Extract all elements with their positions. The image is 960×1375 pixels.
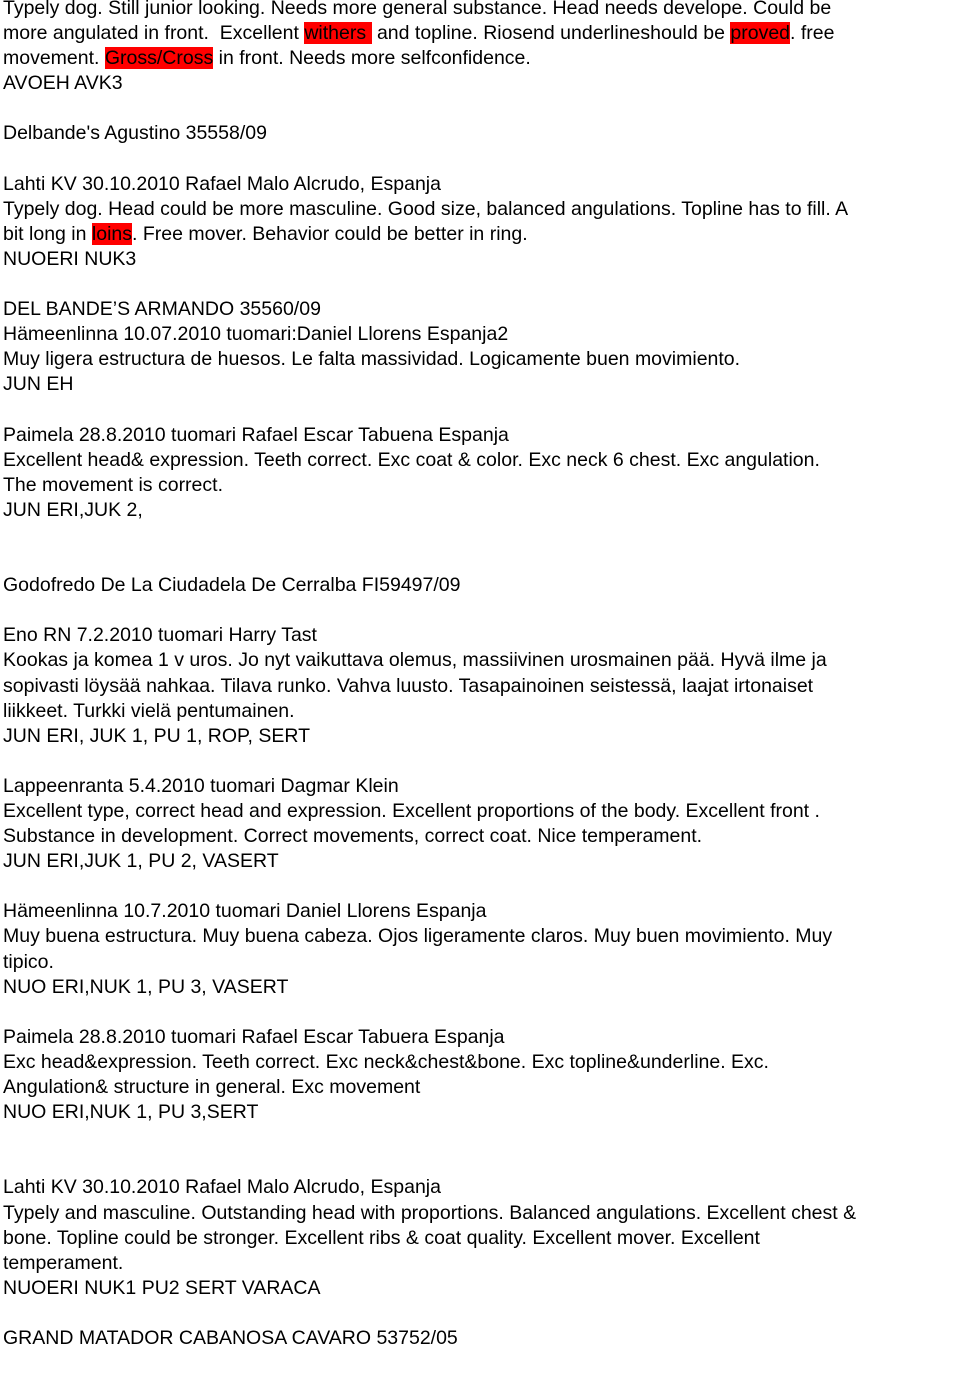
text-line — [3, 1326, 960, 1351]
text-segment: Muy ligera estructura de huesos. Le falta massividad. Logicamente buen movimiento. — [3, 348, 741, 371]
blank-line — [3, 548, 960, 573]
text-line — [3, 1050, 960, 1075]
blank-line — [3, 1301, 960, 1326]
text-line — [3, 1025, 960, 1050]
text-line — [3, 623, 960, 648]
blank-line — [3, 272, 960, 297]
text-line — [3, 222, 960, 247]
text-line — [3, 448, 960, 473]
text-line — [3, 1276, 960, 1301]
text-segment: Godofredo De La Ciudadela De Cerralba FI59497/09 — [3, 574, 461, 597]
text-segment: NUO ERI,NUK 1, PU 3, VASERT — [3, 975, 289, 998]
blank-line — [3, 523, 960, 548]
text-segment: Paimela 28.8.2010 tuomari Rafael Escar Tabuera Espanja — [3, 1025, 505, 1048]
text-segment: temperament. — [3, 1251, 124, 1274]
text-line — [3, 21, 960, 46]
text-segment: Typely dog. Still junior looking. Needs more general substance. Head needs develope. Could be — [3, 0, 832, 19]
text-segment: DEL BANDE’S ARMANDO 35560/09 — [3, 298, 321, 321]
text-line — [3, 297, 960, 322]
text-line — [3, 1201, 960, 1226]
text-line — [3, 322, 960, 347]
blank-line — [3, 598, 960, 623]
text-segment: liikkeet. Turkki vielä pentumainen. — [3, 699, 295, 722]
text-line — [3, 924, 960, 949]
highlighted-word: Gross/Cross — [104, 47, 214, 70]
blank-line — [3, 398, 960, 423]
text-line — [3, 799, 960, 824]
text-line — [3, 121, 960, 146]
text-segment: NUOERI NUK3 — [3, 247, 137, 270]
text-segment: Substance in development. Correct movements, correct coat. Nice temperament. — [3, 825, 703, 848]
text-segment: JUN ERI,JUK 1, PU 2, VASERT — [3, 850, 279, 873]
text-segment: Delbande's Agustino 35558/09 — [3, 122, 267, 145]
text-line — [3, 824, 960, 849]
blank-line — [3, 749, 960, 774]
text-line — [3, 699, 960, 724]
text-line — [3, 1100, 960, 1125]
text-segment: JUN ERI, JUK 1, PU 1, ROP, SERT — [3, 724, 311, 747]
text-line — [3, 774, 960, 799]
text-segment: NUO ERI,NUK 1, PU 3,SERT — [3, 1101, 259, 1124]
text-segment: Excellent head& expression. Teeth correct. Exc coat & color. Exc neck 6 chest. Exc angulation. — [3, 448, 820, 471]
text-segment: and topline. Riosend underlineshould be — [371, 22, 731, 45]
blank-line — [3, 96, 960, 121]
text-line — [3, 247, 960, 272]
text-segment: in front. Needs more selfconfidence. — [213, 47, 531, 70]
text-segment: AVOEH AVK3 — [3, 72, 123, 95]
text-line — [3, 975, 960, 1000]
text-segment: Angulation& structure in general. Exc movement — [3, 1076, 421, 1099]
text-segment: JUN ERI,JUK 2, — [3, 498, 143, 521]
text-segment: . free — [790, 22, 835, 45]
text-line — [3, 473, 960, 498]
text-segment: Typely dog. Head could be more masculine. Good size, balanced angulations. Topline has to fill. A — [3, 197, 849, 220]
blank-line — [3, 147, 960, 172]
highlighted-word: proved — [730, 22, 791, 45]
highlighted-word: loins — [91, 222, 133, 245]
text-segment: Excellent type, correct head and expression. Excellent proportions of the body. Excellent front . — [3, 800, 820, 822]
text-segment: more angulated in front. Excellent — [3, 22, 305, 45]
text-line — [3, 347, 960, 372]
text-line — [3, 1226, 960, 1251]
text-line — [3, 849, 960, 874]
text-segment: Lahti KV 30.10.2010 Rafael Malo Alcrudo, Espanja — [3, 1176, 441, 1199]
text-segment: GRAND MATADOR CABANOSA CAVARO 53752/05 — [3, 1326, 458, 1349]
text-line — [3, 573, 960, 598]
text-line — [3, 899, 960, 924]
text-segment: The movement is correct. — [3, 473, 223, 496]
text-segment: tipico. — [3, 950, 54, 973]
blank-line — [3, 1000, 960, 1025]
text-line — [3, 197, 960, 222]
text-line — [3, 0, 960, 21]
highlighted-word: withers — [304, 22, 372, 45]
text-segment: Muy buena estructura. Muy buena cabeza. Ojos ligeramente claros. Muy buen movimiento. Muy — [3, 925, 833, 948]
text-line — [3, 1251, 960, 1276]
text-segment: Hämeenlinna 10.7.2010 tuomari Daniel Llorens Espanja — [3, 900, 487, 923]
text-line — [3, 423, 960, 448]
text-line — [3, 172, 960, 197]
text-segment: NUOERI NUK1 PU2 SERT VARACA — [3, 1276, 321, 1299]
text-segment: sopivasti löysää nahkaa. Tilava runko. Vahva luusto. Tasapainoinen seistessä, laajat irtonaiset — [3, 674, 814, 697]
text-segment: Exc head&expression. Teeth correct. Exc neck&chest&bone. Exc topline&underline. Exc. — [3, 1050, 769, 1073]
blank-line — [3, 1150, 960, 1175]
text-line — [3, 724, 960, 749]
text-segment: Eno RN 7.2.2010 tuomari Harry Tast — [3, 624, 317, 647]
blank-line — [3, 874, 960, 899]
document-body — [3, 0, 960, 1351]
text-line — [3, 372, 960, 397]
text-segment: Hämeenlinna 10.07.2010 tuomari:Daniel Llorens Espanja2 — [3, 323, 509, 346]
text-segment: bit long in — [3, 222, 92, 245]
text-segment: bone. Topline could be stronger. Excellent ribs & coat quality. Excellent mover. Excellent — [3, 1226, 760, 1249]
blank-line — [3, 1125, 960, 1150]
text-line — [3, 648, 960, 673]
text-line — [3, 1175, 960, 1200]
text-segment: Kookas ja komea 1 v uros. Jo nyt vaikuttava olemus, massiivinen urosmainen pää. Hyvä ilme ja — [3, 649, 827, 672]
text-segment: Lahti KV 30.10.2010 Rafael Malo Alcrudo, Espanja — [3, 172, 441, 195]
text-line — [3, 674, 960, 699]
text-segment: movement. — [3, 47, 105, 70]
text-line — [3, 1075, 960, 1100]
text-segment: Typely and masculine. Outstanding head with proportions. Balanced angulations. Excellent chest & — [3, 1201, 857, 1224]
text-line — [3, 71, 960, 96]
text-segment: JUN EH — [3, 373, 74, 396]
text-line — [3, 498, 960, 523]
text-line — [3, 46, 960, 71]
text-segment: Lappeenranta 5.4.2010 tuomari Dagmar Klein — [3, 774, 399, 797]
text-line — [3, 950, 960, 975]
text-segment: . Free mover. Behavior could be better in ring. — [132, 222, 528, 245]
text-segment: Paimela 28.8.2010 tuomari Rafael Escar Tabuena Espanja — [3, 423, 509, 446]
